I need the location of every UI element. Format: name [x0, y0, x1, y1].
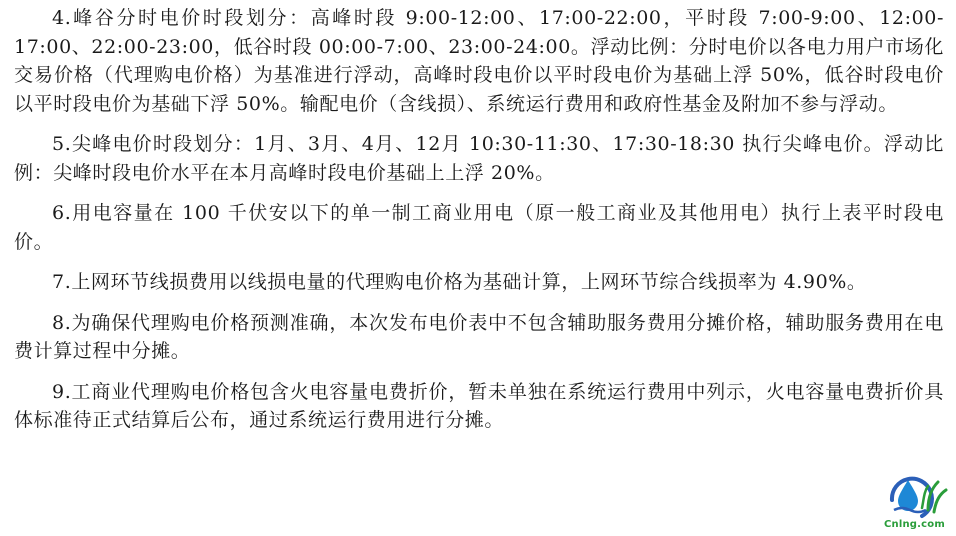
- note-8-paragraph: 8.为确保代理购电价格预测准确，本次发布电价表中不包含辅助服务费用分摊价格，辅助服务费用在电费计算过程中分摊。: [14, 311, 944, 362]
- note-9-paragraph: 9.工商业代理购电价格包含火电容量电费折价，暂未单独在系统运行费用中列示，火电容量电费折价具体标准待正式结算后公布，通过系统运行费用进行分摊。: [14, 380, 944, 431]
- note-5-paragraph: 5.尖峰电价时段划分：1月、3月、4月、12月 10:30-11:30、17:30-18:30 执行尖峰电价。浮动比例：尖峰时段电价水平在本月高峰时段电价基础上上浮 20%。: [14, 133, 944, 184]
- note-6-paragraph: 6.用电容量在 100 千伏安以下的单一制工商业用电（原一般工商业及其他用电）执行上表平时段电价。: [14, 202, 944, 253]
- watermark-logo: [878, 466, 950, 532]
- note-7-paragraph: 7.上网环节线损费用以线损电量的代理购电价格为基础计算，上网环节综合线损率为 4.90%。: [52, 271, 867, 293]
- note-4-paragraph: 4.峰谷分时电价时段划分：高峰时段 9:00-12:00、17:00-22:00，平时段 7:00-9:00、12:00-17:00、22:00-23:00，低谷时段 00:00-7:00、23:00-24:00。浮动比例：分时电价以各电力用户市场化交易价格（代理购电价格）为基准进行浮动，高峰时段电价以平时段电价为基础上浮 50%，低谷时段电价以平时段电价为基础下浮 50%。输配电价（含线损）、系统运行费用和政府性基金及附加不参与浮动。: [14, 7, 944, 115]
- document-body: [14, 4, 944, 435]
- watermark-text: Cnlng.com: [884, 519, 945, 530]
